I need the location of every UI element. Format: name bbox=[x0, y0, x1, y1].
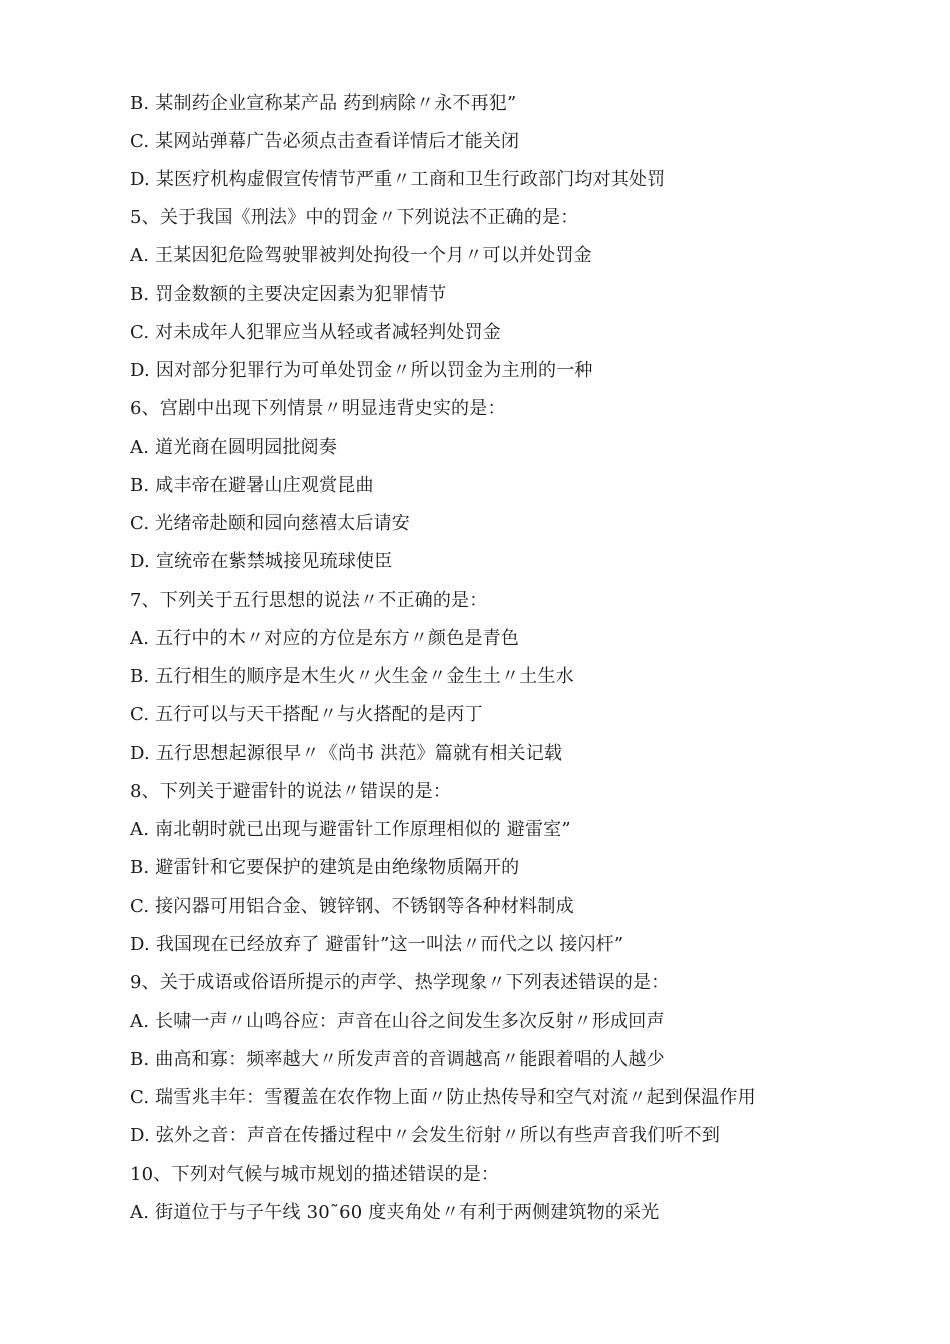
option-c-q6: C. 光绪帝赴颐和园向慈禧太后请安 bbox=[130, 513, 410, 534]
option-d-q6: D. 宣统帝在紫禁城接见琉球使臣 bbox=[130, 551, 393, 572]
option-d-q8: D. 我国现在已经放弃了 避雷针”这一叫法〃而代之以 接闪杆” bbox=[130, 934, 624, 955]
option-a-q9: A. 长啸一声〃山鸣谷应：声音在山谷之间发生多次反射〃形成回声 bbox=[130, 1011, 665, 1032]
option-a-q8: A. 南北朝时就已出现与避雷针工作原理相似的 避雷室” bbox=[130, 819, 571, 840]
option-b-q4: B. 某制药企业宣称某产品 药到病除〃永不再犯” bbox=[130, 93, 517, 114]
option-c-q5: C. 对未成年人犯罪应当从轻或者减轻判处罚金 bbox=[130, 322, 501, 343]
option-a-q6: A. 道光商在圆明园批阅奏 bbox=[130, 437, 338, 458]
option-a-q7: A. 五行中的木〃对应的方位是东方〃颜色是青色 bbox=[130, 628, 520, 649]
question-7: 7、下列关于五行思想的说法〃不正确的是： bbox=[130, 590, 488, 611]
option-b-q7: B. 五行相生的顺序是木生火〃火生金〃金生土〃土生水 bbox=[130, 666, 574, 687]
question-6: 6、宫剧中出现下列情景〃明显违背史实的是： bbox=[130, 398, 506, 419]
question-5: 5、关于我国《刑法》中的罚金〃下列说法不正确的是： bbox=[130, 207, 579, 228]
option-d-q5: D. 因对部分犯罪行为可单处罚金〃所以罚金为主刑的一种 bbox=[130, 360, 593, 381]
option-d-q9: D. 弦外之音：声音在传播过程中〃会发生衍射〃所以有些声音我们听不到 bbox=[130, 1125, 721, 1146]
option-a-q5: A. 王某因犯危险驾驶罪被判处拘役一个月〃可以并处罚金 bbox=[130, 245, 592, 266]
option-c-q8: C. 接闪器可用铝合金、镀锌钢、不锈钢等各种材料制成 bbox=[130, 896, 574, 917]
option-b-q8: B. 避雷针和它要保护的建筑是由绝缘物质隔开的 bbox=[130, 857, 520, 878]
option-c-q7: C. 五行可以与天干搭配〃与火搭配的是丙丁 bbox=[130, 704, 483, 725]
option-b-q6: B. 咸丰帝在避暑山庄观赏昆曲 bbox=[130, 475, 374, 496]
option-d-q4: D. 某医疗机构虚假宣传情节严重〃工商和卫生行政部门均对其处罚 bbox=[130, 169, 666, 190]
question-9: 9、关于成语或俗语所提示的声学、热学现象〃下列表述错误的是： bbox=[130, 972, 670, 993]
option-b-q5: B. 罚金数额的主要决定因素为犯罪情节 bbox=[130, 284, 447, 305]
option-d-q7: D. 五行思想起源很早〃《尚书 洪范》篇就有相关记载 bbox=[130, 743, 563, 764]
question-8: 8、下列关于避雷针的说法〃错误的是： bbox=[130, 781, 452, 802]
option-c-q4: C. 某网站弹幕广告必须点击查看详情后才能关闭 bbox=[130, 131, 520, 152]
question-10: 10、下列对气候与城市规划的描述错误的是： bbox=[130, 1164, 500, 1185]
option-b-q9: B. 曲高和寡：频率越大〃所发声音的音调越高〃能跟着唱的人越少 bbox=[130, 1049, 665, 1070]
option-a-q10: A. 街道位于与子午线 30˜60 度夹角处〃有利于两侧建筑物的采光 bbox=[130, 1202, 660, 1223]
option-c-q9: C. 瑞雪兆丰年：雪覆盖在农作物上面〃防止热传导和空气对流〃起到保温作用 bbox=[130, 1087, 756, 1108]
